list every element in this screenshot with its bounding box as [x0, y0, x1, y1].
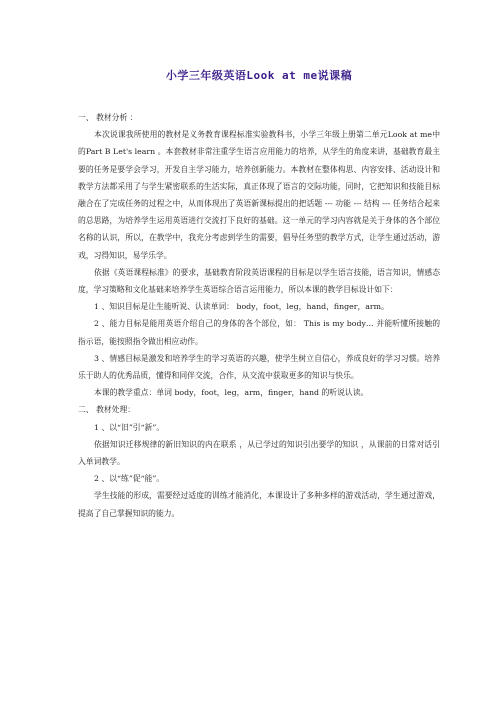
section-heading-2: 二、 教材处理：: [78, 405, 136, 415]
subheading-old-to-new: 1 、以“旧”引“新”。: [94, 422, 165, 432]
section-heading-1: 一、 教材分析 ：: [78, 113, 138, 122]
paragraph-curriculum-goals: 依据《英语课程标准》的要求，基础教育阶段英语课程的目标是以学生语言技能，语言知识，情感态度，学习策略和文化基础来培养学生英语综合语言运用能力，所以本课的教学目标设计如下：: [78, 267, 440, 295]
objective-emotion: 3 、情感目标是激发和培养学生的学习英语的兴趣，使学生树立自信心，养成良好的学习习惯。培养乐于助人的优秀品质，懂得和同伴交流，合作，从交流中获取更多的知识与快乐。: [78, 353, 440, 381]
objective-ability: 2 、能力目标是能用英语介绍自己的身体的各个部位，如： This is my body… 并能听懂所接触的指示语，能按照指令做出相应动作。: [78, 319, 440, 346]
objective-knowledge: 1 、知识目标是让生能听说、认读单词： body，foot，leg，hand，finger，arm。: [94, 302, 389, 312]
paragraph-old-to-new: 依据知识迁移规律的新旧知识的内在联系 ，从已学过的知识引出要学的知识 ，从课前的日常对话引入单词教学。: [78, 439, 440, 467]
paragraph-practice-ability: 学生技能的形成，需要经过适度的训练才能消化，本课设计了多种多样的游戏活动，学生通过游戏，提高了自己掌握知识的能力。: [78, 491, 440, 518]
subheading-practice-ability: 2 、以“练”促“能”。: [94, 474, 165, 484]
paragraph-key-points: 本课的教学重点：单词 body，foot，leg，arm，finger，hand 的听说认读。: [94, 388, 369, 398]
document-body: [78, 109, 440, 522]
document-title: 小学三年级英语Look at me说课稿: [165, 69, 353, 82]
paragraph-textbook-analysis: 本次说课我所使用的教材是义务教育课程标准实验教科书，小学三年级上册第二单元Look at me中的Part B Let's learn 。本套教材非常注重学生语言应用能力的培养，从学生的角度来讲，基础教育最主要的任务是要学会学习，开发自主学习能力，培养创新能力。本教材在整体构思、内容安排、活动设计和教学方法都采用了与学生紧密联系的生活实际，真正体现了语言的交际功能，同时，它把知识和技能目标融合在了完成任务的过程之中，从而体现出了英语新课标提出的把话题 --- 功能 --- 结构 --- 任务结合起来的总思路，为培养学生运用英语进行交流打下良好的基础。这一单元的学习内容就是关于身体的各个部位名称的认识，所以，在教学中，我充分考虑到学生的需要，倡导任务型的教学方式，让学生通过活动，游戏，习得知识，易学乐学。: [78, 130, 440, 260]
